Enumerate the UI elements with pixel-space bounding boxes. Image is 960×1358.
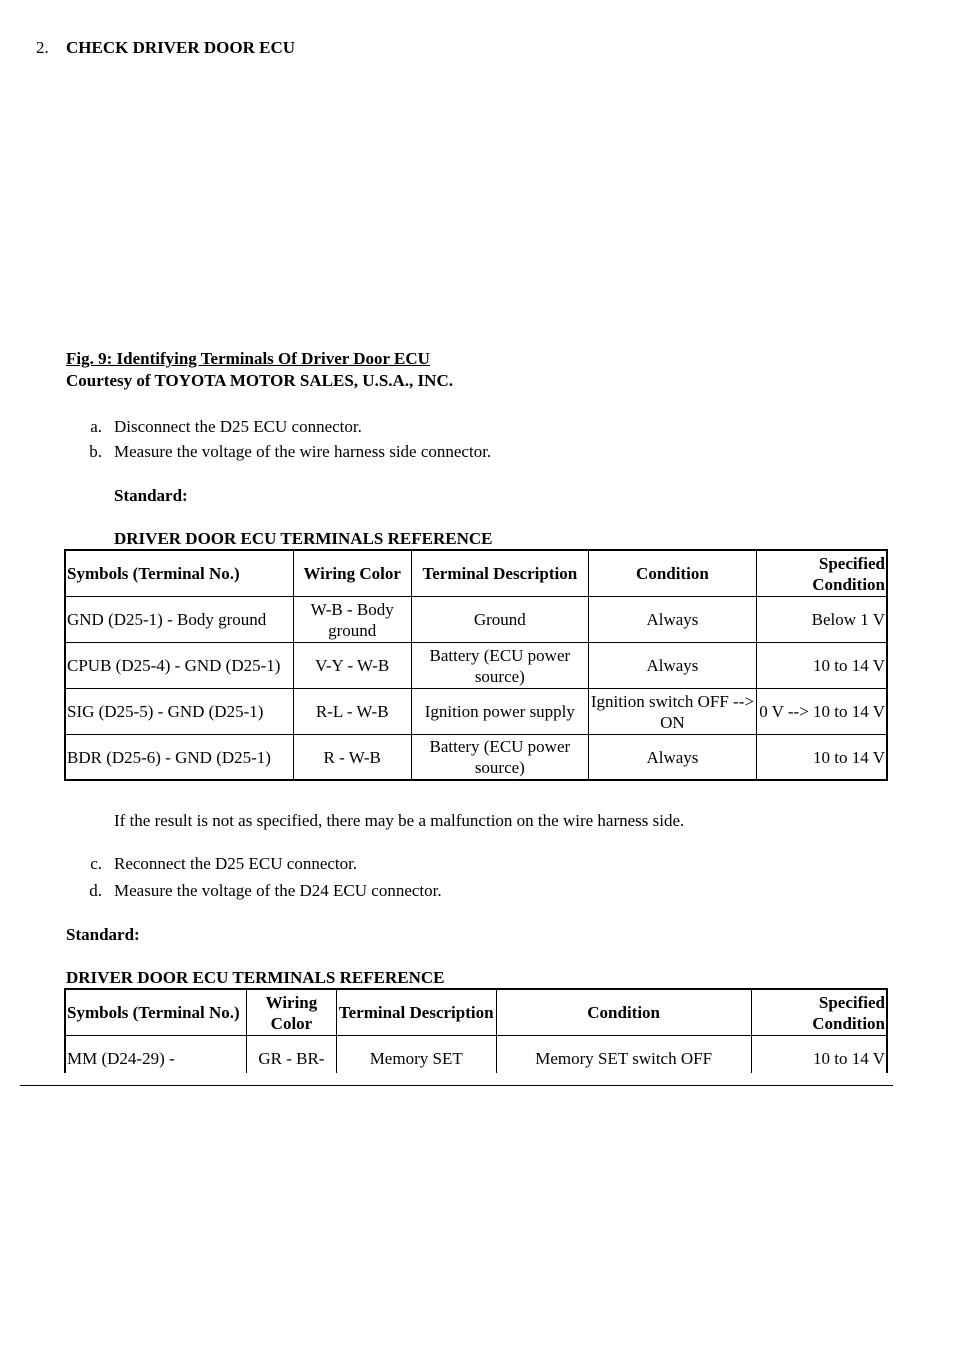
page-divider [20, 1085, 893, 1086]
cell-symbols: SIG (D25-5) - GND (D25-1) [65, 688, 293, 734]
cell-wiring-color: R - W-B [293, 734, 411, 780]
standard-label-2: Standard: [66, 925, 140, 944]
step-a-marker: a. [90, 417, 102, 436]
header-specified-condition: Specified Condition [756, 550, 887, 596]
table-header-row [65, 989, 887, 1035]
cell-wiring-color: W-B - Body ground [293, 596, 411, 642]
header-wiring-color: Wiring Color [293, 550, 411, 596]
figure-caption[interactable]: Fig. 9: Identifying Terminals Of Driver Door ECU [66, 349, 430, 368]
cell-symbols: GND (D25-1) - Body ground [65, 596, 293, 642]
step-number: 2. [36, 38, 49, 57]
cell-symbols: CPUB (D25-4) - GND (D25-1) [65, 642, 293, 688]
header-terminal-description: Terminal Description [336, 989, 496, 1035]
step-b-text: Measure the voltage of the wire harness side connector. [114, 442, 492, 461]
table-header-row [65, 550, 887, 596]
terminals-reference-table-1 [64, 549, 888, 781]
table1-title: DRIVER DOOR ECU TERMINALS REFERENCE [114, 529, 493, 548]
cell-symbols: MM (D24-29) - [65, 1035, 247, 1073]
step-c-marker: c. [90, 854, 102, 873]
terminals-reference-table-2 [64, 988, 888, 1073]
cell-specified-condition: 10 to 14 V [756, 642, 887, 688]
table-row [65, 1035, 887, 1073]
header-terminal-description: Terminal Description [411, 550, 589, 596]
standard-label: Standard: [114, 486, 188, 505]
step-a-text: Disconnect the D25 ECU connector. [114, 417, 362, 436]
header-specified-condition: Specified Condition [751, 989, 887, 1035]
table2-title: DRIVER DOOR ECU TERMINALS REFERENCE [66, 968, 445, 987]
table-row [65, 596, 887, 642]
step-d-marker: d. [89, 881, 102, 900]
header-wiring-color: Wiring Color [247, 989, 337, 1035]
cell-condition: Always [589, 596, 757, 642]
header-symbols: Symbols (Terminal No.) [65, 989, 247, 1035]
step-title: CHECK DRIVER DOOR ECU [66, 38, 296, 57]
cell-terminal-description: Battery (ECU power source) [411, 734, 589, 780]
header-condition: Condition [496, 989, 751, 1035]
table-row [65, 642, 887, 688]
cell-wiring-color: R-L - W-B [293, 688, 411, 734]
table-row [65, 688, 887, 734]
cell-specified-condition: 0 V --> 10 to 14 V [756, 688, 887, 734]
cell-condition: Memory SET switch OFF [496, 1035, 751, 1073]
cell-specified-condition: 10 to 14 V [751, 1035, 887, 1073]
step-d-text: Measure the voltage of the D24 ECU connector. [114, 881, 442, 900]
cell-wiring-color: GR - BR- [247, 1035, 337, 1073]
cell-terminal-description: Ignition power supply [411, 688, 589, 734]
cell-terminal-description: Memory SET [336, 1035, 496, 1073]
step-b-marker: b. [89, 442, 102, 461]
header-condition: Condition [589, 550, 757, 596]
header-symbols: Symbols (Terminal No.) [65, 550, 293, 596]
cell-terminal-description: Ground [411, 596, 589, 642]
cell-symbols: BDR (D25-6) - GND (D25-1) [65, 734, 293, 780]
figure-courtesy: Courtesy of TOYOTA MOTOR SALES, U.S.A., INC. [66, 371, 453, 390]
cell-condition: Always [589, 734, 757, 780]
cell-condition: Always [589, 642, 757, 688]
result-note: If the result is not as specified, there may be a malfunction on the wire harness side. [114, 811, 685, 830]
cell-wiring-color: V-Y - W-B [293, 642, 411, 688]
step-c-text: Reconnect the D25 ECU connector. [114, 854, 358, 873]
cell-terminal-description: Battery (ECU power source) [411, 642, 589, 688]
table-row [65, 734, 887, 780]
cell-condition: Ignition switch OFF --> ON [589, 688, 757, 734]
cell-specified-condition: Below 1 V [756, 596, 887, 642]
cell-specified-condition: 10 to 14 V [756, 734, 887, 780]
